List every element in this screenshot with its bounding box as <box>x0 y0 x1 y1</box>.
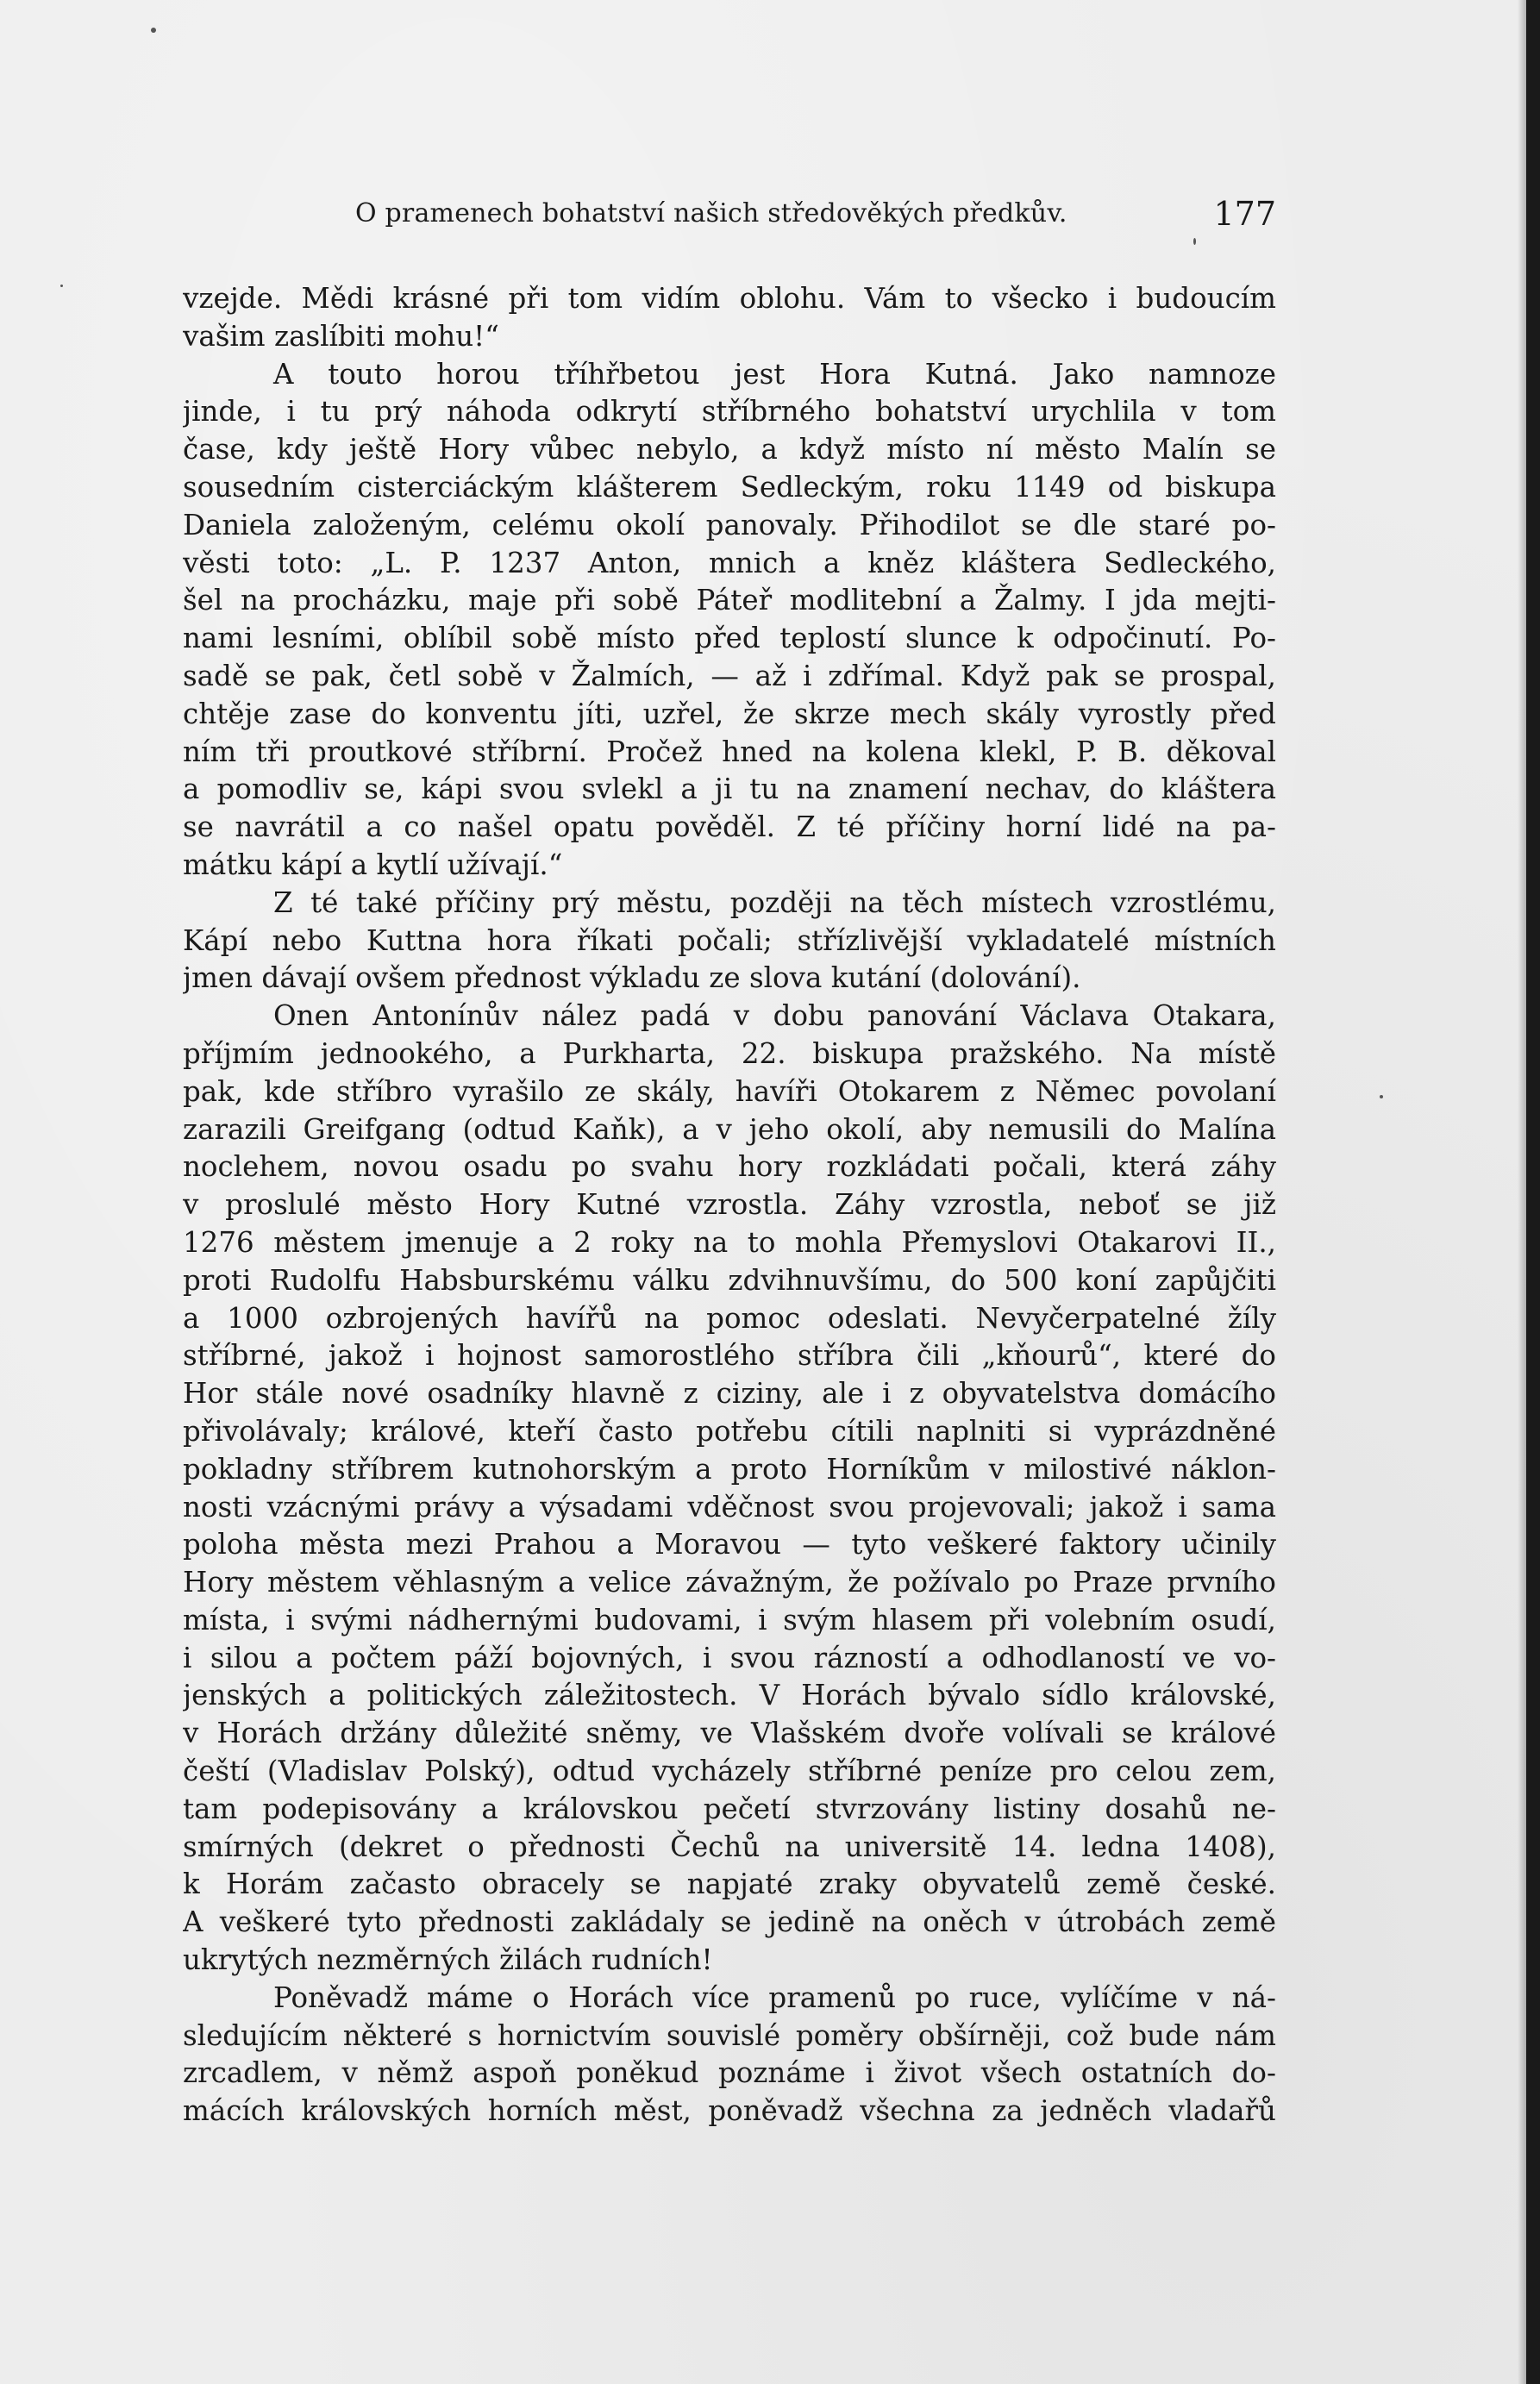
text-line: sousedním cisterciáckým klášterem Sedleckým, roku 1149 od biskupa <box>183 470 1276 504</box>
body-text <box>183 280 1276 2131</box>
text-line: Onen Antonínův nález padá v dobu panování Václava Otakara, <box>273 999 1276 1033</box>
text-line: 1276 městem jmenuje a 2 roky na to mohla Přemyslovi Otakarovi II., <box>183 1225 1276 1259</box>
text-line: Daniela založeným, celému okolí panovaly. Přihodilot se dle staré po- <box>183 508 1276 541</box>
text-line: čase, kdy ještě Hory vůbec nebylo, a když místo ní město Malín se <box>183 433 1276 466</box>
text-line: k Horám začasto obracely se napjaté zraky obyvatelů země české. <box>183 1868 1276 1901</box>
text-line: zrcadlem, v němž aspoň poněkud poznáme i život všech ostatních do- <box>183 2056 1276 2090</box>
text-line: proti Rudolfu Habsburskému válku zdvihnuvšímu, do 500 koní zapůjčiti <box>183 1263 1276 1297</box>
page-number: 177 <box>1213 195 1276 233</box>
text-line: chtěje zase do konventu jíti, uzřel, že skrze mech skály vyrostly před <box>183 697 1276 730</box>
text-line: šel na procházku, maje při sobě Páteř modlitební a Žalmy. I jda mejti- <box>183 584 1276 617</box>
text-line: vašim zaslíbiti mohu!“ <box>183 319 499 353</box>
text-line: stříbrné, jakož i hojnost samorostlého stříbra čili „kňourů“, které do <box>183 1339 1276 1373</box>
text-line: jmen dávají ovšem přednost výkladu ze slova kutání (dolování). <box>183 961 1081 995</box>
text-line: příjmím jednookého, a Purkharta, 22. biskupa pražského. Na místě <box>183 1036 1276 1070</box>
text-line: věsti toto: „L. P. 1237 Anton, mnich a kněz kláštera Sedleckého, <box>183 546 1276 579</box>
text-line: nosti vzácnými právy a výsadami vděčnost svou projevovali; jakož i sama <box>183 1490 1276 1524</box>
running-title: O pramenech bohatství našich středověkých předkův. <box>355 198 1067 228</box>
text-line: Z té také příčiny prý městu, později na těch místech vzrostlému, <box>273 885 1276 919</box>
text-line: a pomodliv se, kápi svou svlekl a ji tu na znamení nechav, do kláštera <box>183 773 1276 806</box>
text-line: A touto horou tříhřbetou jest Hora Kutná. Jako namnoze <box>273 357 1276 391</box>
text-line: Hor stále nové osadníky hlavně z ciziny, ale i z obyvatelstva domácího <box>183 1377 1276 1411</box>
scan-edge-shadow <box>1518 0 1526 2384</box>
scan-edge <box>1526 0 1540 2384</box>
text-line: pak, kde stříbro vyrašilo ze skály, havíři Otokarem z Němec povolaní <box>183 1074 1276 1108</box>
text-line: Kápí nebo Kuttna hora říkati počali; střízlivější vykladatelé místních <box>183 923 1276 957</box>
text-line: noclehem, novou osadu po svahu hory rozkládati počali, která záhy <box>183 1150 1276 1184</box>
text-line: poloha města mezi Prahou a Moravou — tyto veškeré faktory učinily <box>183 1528 1276 1561</box>
text-line: jenských a politických záležitostech. V Horách bývalo sídlo královské, <box>183 1679 1276 1712</box>
text-line: zarazili Greifgang (odtud Kaňk), a v jeho okolí, aby nemusili do Malína <box>183 1112 1276 1146</box>
text-line: tam podepisovány a královskou pečetí stvrzovány listiny dosahů ne- <box>183 1792 1276 1825</box>
text-line: Hory městem věhlasným a velice závažným, že požívalo po Praze prvního <box>183 1566 1276 1599</box>
text-line: ukrytých nezměrných žilách rudních! <box>183 1943 713 1977</box>
text-line: se navrátil a co našel opatu pověděl. Z té příčiny horní lidé na pa- <box>183 810 1276 844</box>
text-line: jinde, i tu prý náhoda odkrytí stříbrného bohatství urychlila v tom <box>183 395 1276 429</box>
text-line: v Horách držány důležité sněmy, ve Vlašském dvoře volívali se králové <box>183 1717 1276 1750</box>
text-line: místa, i svými nádhernými budovami, i svým hlasem při volebním osudí, <box>183 1603 1276 1636</box>
scan-speck <box>151 28 156 33</box>
text-line: sadě se pak, četl sobě v Žalmích, — až i zdřímal. Když pak se prospal, <box>183 659 1276 692</box>
text-line: A veškeré tyto přednosti zakládaly se jedině na oněch v útrobách země <box>183 1905 1276 1939</box>
text-line: Poněvadž máme o Horách více pramenů po ruce, vylíčíme v ná- <box>273 1980 1276 2014</box>
text-line: i silou a počtem páží bojovných, i svou rázností a odhodlaností ve vo- <box>183 1641 1276 1674</box>
text-line: v proslulé město Hory Kutné vzrostla. Záhy vzrostla, neboť se již <box>183 1188 1276 1222</box>
text-line: mátku kápí a kytlí užívají.“ <box>183 848 563 881</box>
text-line: nami lesními, oblíbil sobě místo před teplostí slunce k odpočinutí. Po- <box>183 622 1276 655</box>
text-line: smírných (dekret o přednosti Čechů na universitě 14. ledna 1408), <box>183 1830 1276 1863</box>
text-line: sledujícím některé s hornictvím souvislé poměry obšírněji, což bude nám <box>183 2018 1276 2052</box>
text-line: přivolávaly; králové, kteří často potřebu cítili naplniti si vyprázdněné <box>183 1414 1276 1448</box>
text-line: vzejde. Mědi krásné při tom vidím oblohu. Vám to všecko i budoucím <box>183 282 1276 315</box>
text-line: čeští (Vladislav Polský), odtud vycházely stříbrné peníze pro celou zem, <box>183 1755 1276 1788</box>
page-header <box>183 191 1276 243</box>
text-line: ním tři proutkové stříbrní. Pročež hned na kolena klekl, P. B. děkoval <box>183 735 1276 768</box>
text-line: mácích královských horních měst, poněvadž všechna za jedněch vladařů <box>183 2094 1276 2128</box>
scan-speck <box>60 285 63 287</box>
scan-speck <box>1380 1095 1383 1098</box>
text-line: a 1000 ozbrojených havířů na pomoc odeslati. Nevyčerpatelné žíly <box>183 1301 1276 1335</box>
text-line: pokladny stříbrem kutnohorským a proto Horníkům v milostivé náklon- <box>183 1452 1276 1486</box>
